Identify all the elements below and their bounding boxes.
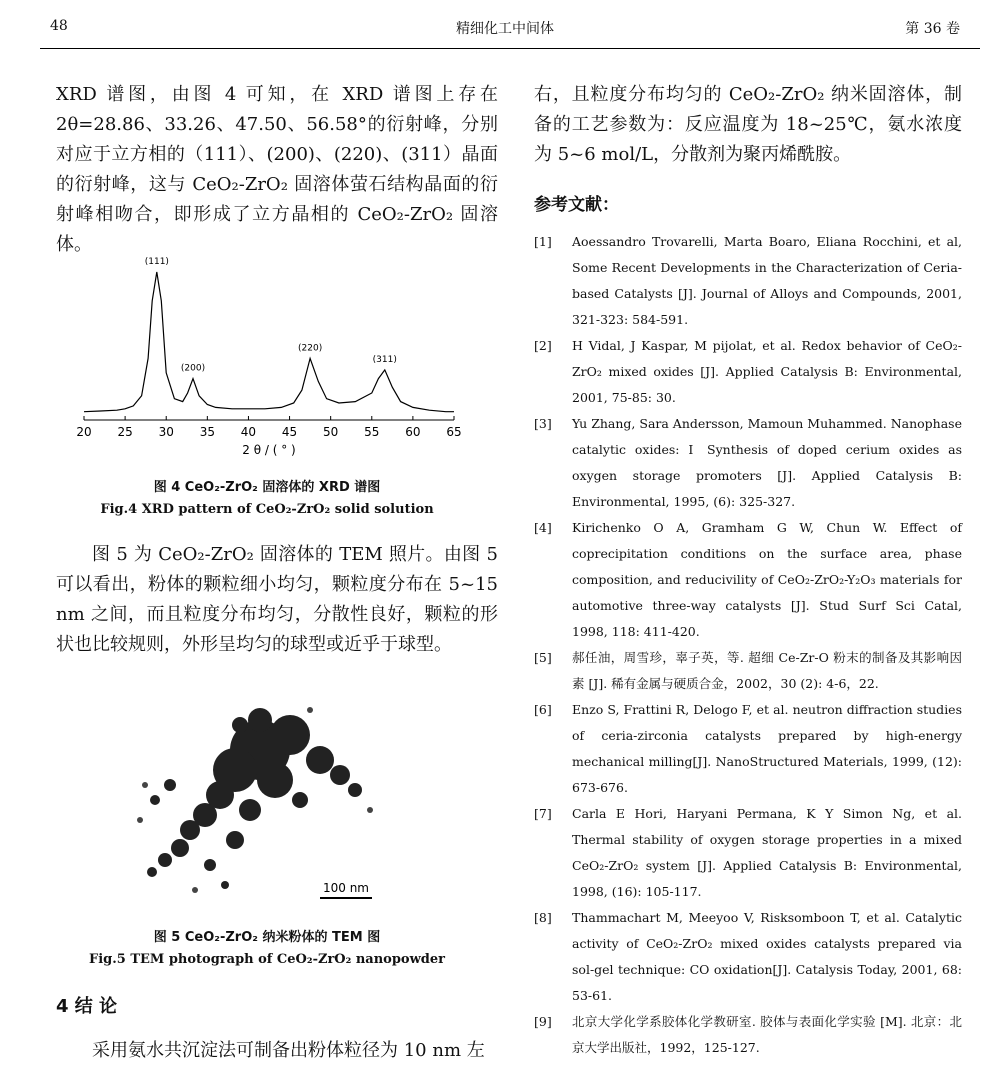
peak-label: (220) [298,343,323,354]
reference-number: [6] [534,702,552,717]
xrd-figure [62,254,472,464]
peak-label: (111) [144,257,169,267]
journal-title: 精细化工中间体 [456,21,554,37]
xrd-chart [62,254,472,464]
peak-label: (200) [180,363,206,374]
reference-number: [9] [534,1014,552,1029]
figure4-caption-cn: 图 4 CeO₂-ZrO₂ 固溶体的 XRD 谱图 [153,480,381,495]
reference-text: Yu Zhang, Sara Andersson, Mamoun Muhammed. Nanophase catalytic oxides: Ⅰ Synthesis of doped cerium oxides as oxygen storage promoters [J]. Applied Catalysis B: Environmental, 1995, (6): 325-327. [572,416,962,509]
left-column [56,80,498,260]
right-column [534,80,962,1061]
x-tick-label: 25 [117,425,133,439]
section-heading: 4 结 论 [56,996,118,1017]
reference-number: [2] [534,338,552,353]
references-title: 参考文献： [534,195,619,215]
reference-number: [3] [534,416,552,431]
left-paragraph-3: 采用氨水共沉淀法可制备出粉体粒径为 10 nm 左 [92,1040,485,1061]
x-tick-label: 65 [446,425,462,439]
page-header [50,18,960,44]
reference-number: [5] [534,650,552,665]
x-tick-label: 35 [199,425,215,439]
peak-label: (311) [372,354,397,365]
reference-item [534,905,962,1009]
reference-text: Carla E Hori, Haryani Permana, K Y Simon Ng, et al. Thermal stability of oxygen storage properties in a mixed CeO₂-ZrO₂ system [J]. Applied Catalysis B: Environmental, 1998, (16): 105-117. [572,806,962,899]
reference-number: [8] [534,910,552,925]
figure5-caption-en: Fig.5 TEM photograph of CeO₂-ZrO₂ nanopowder [88,952,446,967]
x-tick-label: 60 [405,425,421,439]
tem-photo [110,690,410,910]
reference-number: [7] [534,806,552,821]
reference-item [534,801,962,905]
figure4-caption-en: Fig.4 XRD pattern of CeO₂-ZrO₂ solid solution [100,502,434,517]
scale-bar-label: 100 nm [322,881,370,895]
reference-number: [1] [534,234,552,249]
reference-item [534,515,962,645]
reference-text: Aoessandro Trovarelli, Marta Boaro, Eliana Rocchini, et al, Some Recent Developments in the Characterization of Ceria-based Catalysts [J]. Journal of Alloys and Compounds, 2001, 321-323: 584-591. [572,234,962,327]
reference-text: Kirichenko O A, Gramham G W, Chun W. Effect of coprecipitation conditions on the surface area, phase composition, and reducivility of CeO₂-ZrO₂-Y₂O₃ materials for automotive three-way catalysts [J]. Stud Surf Sci Catal, 1998, 118: 411-420. [572,520,962,639]
volume-label: 第 36 卷 [905,21,960,37]
x-tick-label: 50 [323,425,339,439]
x-tick-label: 45 [281,425,298,439]
reference-item [534,645,962,697]
reference-number: [4] [534,520,552,535]
reference-text: Thammachart M, Meeyoo V, Risksomboon T, et al. Catalytic activity of CeO₂-ZrO₂ mixed oxides catalysts prepared via sol-gel technique: CO oxidation[J]. Catalysis Today, 2001, 68: 53-61. [572,910,962,1003]
reference-text: H Vidal, J Kaspar, M pijolat, et al. Redox behavior of CeO₂-ZrO₂ mixed oxides [J]. Applied Catalysis B: Environmental, 2001, 75-85: 30. [572,338,962,405]
reference-item [534,1009,962,1061]
references-list [534,229,962,1061]
page-number: 48 [50,18,68,34]
tem-image [110,690,410,910]
left-paragraph-2: 图 5 为 CeO₂-ZrO₂ 固溶体的 TEM 照片。由图 5 可以看出，粉体的颗粒细小均匀，颗粒度分布在 5~15 nm 之间，而且粒度分布均匀，分散性良好，颗粒的形状也比较规则，外形呈均匀的球型或近乎于球型。 [56,544,498,655]
reference-item [534,333,962,411]
x-axis-label: 2 θ / ( ° ) [242,443,296,457]
left-paragraph-2-wrap [56,540,498,660]
reference-item [534,229,962,333]
right-paragraph-1: 右，且粒度分布均匀的 CeO₂-ZrO₂ 纳米固溶体，制备的工艺参数为：反应温度为 18~25℃，氨水浓度为 5~6 mol/L，分散剂为聚丙烯酰胺。 [534,84,962,165]
reference-item [534,411,962,515]
reference-text: 北京大学化学系胶体化学教研室. 胶体与表面化学实验 [M]. 北京：北京大学出版社，1992，125-127. [572,1014,962,1055]
left-paragraph-1: XRD 谱图，由图 4 可知，在 XRD 谱图上存在 2θ=28.86、33.26、47.50、56.58°的衍射峰，分别对应于立方相的（111）、(200)、(220)、(311）晶面的衍射峰，这与 CeO₂-ZrO₂ 固溶体萤石结构晶面的衍射峰相吻合，即形成了立方晶相的 CeO₂-ZrO₂ 固溶体。 [56,84,498,255]
reference-item [534,697,962,801]
x-tick-label: 55 [364,425,380,439]
x-tick-label: 30 [158,425,174,439]
reference-text: Enzo S, Frattini R, Delogo F, et al. neutron diffraction studies of ceria-zirconia catalysts prepared by high-energy mechanical milling[J]. NanoStructured Materials, 1999, (12): 673-676. [572,702,962,795]
x-tick-label: 20 [76,425,92,439]
figure5-caption-cn: 图 5 CeO₂-ZrO₂ 纳米粉体的 TEM 图 [153,930,381,945]
reference-text: 郝任油，周雪珍，辜子英，等. 超细 Ce-Zr-O 粉末的制备及其影响因素 [J]. 稀有金属与硬质合金，2002，30 (2): 4-6，22. [572,650,962,691]
left-paragraph-3-wrap [56,1036,498,1066]
x-tick-label: 40 [240,425,257,439]
xrd-series-line [84,272,454,412]
header-rule [40,48,980,49]
